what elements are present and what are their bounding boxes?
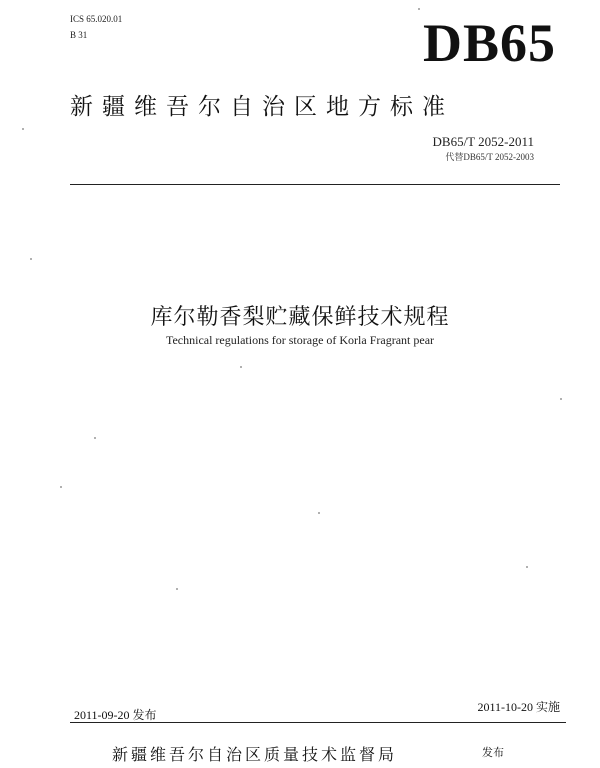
title-chinese: 库尔勒香梨贮藏保鲜技术规程 xyxy=(150,305,450,330)
issuing-authority-heading: 新疆维吾尔自治区地方标准 xyxy=(70,94,454,120)
publisher-name: 新疆维吾尔自治区质量技术监督局 xyxy=(112,745,398,764)
title-english: Technical regulations for storage of Korla Fragrant pear xyxy=(165,333,435,347)
scan-speck xyxy=(318,512,320,514)
scan-speck xyxy=(560,398,562,400)
scan-speck xyxy=(240,366,242,368)
scan-speck xyxy=(30,258,32,260)
implementation-date: 2011-10-20 实施 xyxy=(477,700,560,714)
top-divider xyxy=(70,184,560,185)
scan-speck xyxy=(418,8,420,10)
scan-speck xyxy=(176,588,178,590)
issue-date: 2011-09-20 发布 xyxy=(74,708,157,722)
publish-label: 发布 xyxy=(482,746,504,759)
scan-speck xyxy=(22,128,24,130)
ccs-code: B 31 xyxy=(70,30,88,40)
scan-speck xyxy=(526,566,528,568)
replaced-standard-number: 代替DB65/T 2052-2003 xyxy=(445,152,534,162)
standard-code-mark: DB65 xyxy=(422,13,556,73)
standard-number: DB65/T 2052-2011 xyxy=(432,134,534,149)
ics-code: ICS 65.020.01 xyxy=(70,14,123,24)
scan-speck xyxy=(94,437,96,439)
scan-speck xyxy=(60,486,62,488)
bottom-divider xyxy=(70,722,566,723)
